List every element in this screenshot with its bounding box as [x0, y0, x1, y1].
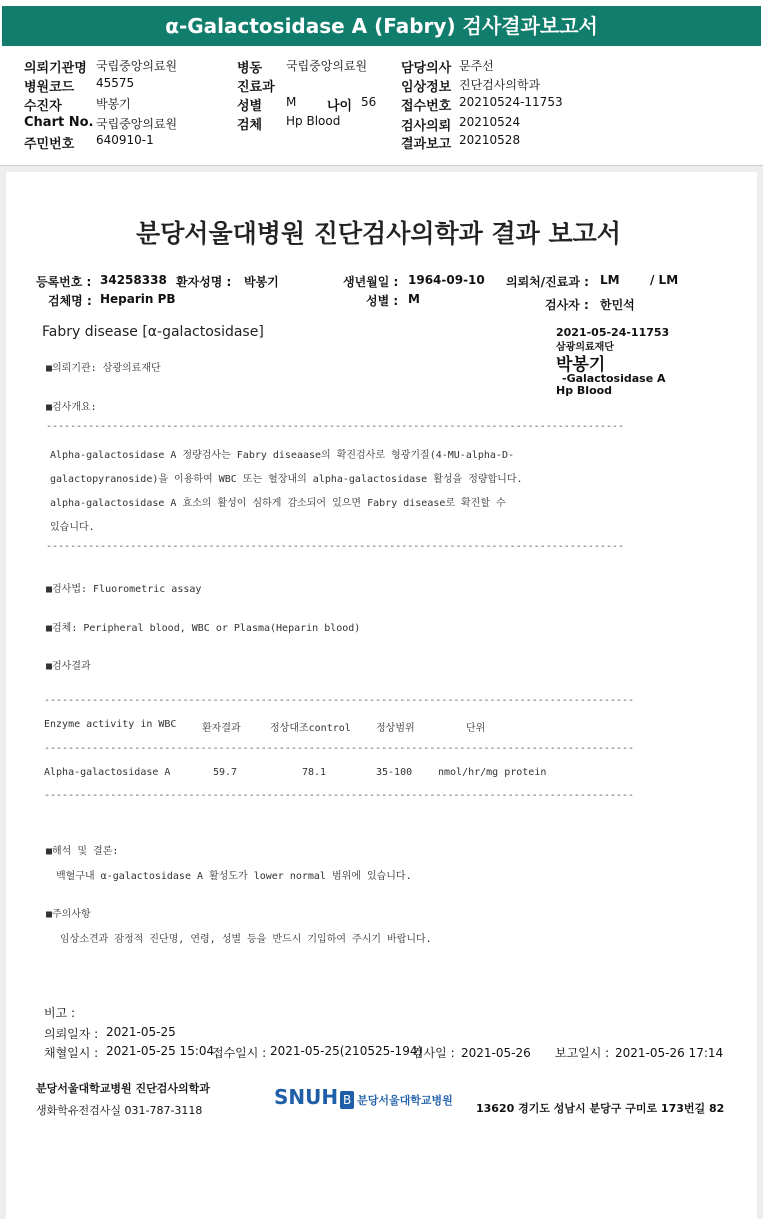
- hospital-logo: [274, 1085, 453, 1109]
- results-heading: ■검사결과: [46, 661, 91, 672]
- test-name: Fabry disease [α-galactosidase]: [42, 324, 264, 340]
- receive-label: 접수일시 :: [212, 1046, 267, 1060]
- report-date: 2021-05-26 17:14: [615, 1046, 724, 1060]
- footer-dept: 분당서울대학교병원 진단검사의학과: [36, 1082, 210, 1095]
- summary-value: 박봉기: [96, 97, 131, 111]
- table-header: Enzyme activity in WBC: [44, 719, 177, 730]
- summary-value: 20210528: [459, 133, 521, 147]
- table-cell: 59.7: [213, 767, 238, 778]
- report-date-label: 보고일시 :: [555, 1046, 610, 1060]
- summary-value: 진단검사의학과: [459, 78, 541, 92]
- dob: 1964-09-10: [408, 273, 485, 287]
- summary-value: 640910-1: [96, 133, 154, 147]
- stamp-line: 2021-05-24-11753: [556, 326, 670, 339]
- overview-heading: ■검사개요:: [46, 402, 97, 413]
- overview-line: galactopyranoside)을 이용하여 WBC 또는 혈장내의 alpha-galactosidase 활성을 정량합니다.: [50, 474, 523, 485]
- summary-label: 병동: [237, 61, 263, 76]
- summary-value: 20210524-11753: [459, 95, 563, 109]
- summary-label: 나이: [327, 99, 353, 114]
- overview-line: 있습니다.: [50, 522, 95, 533]
- summary-value: 문주선: [459, 59, 494, 73]
- summary-label: 검사의뢰: [401, 119, 452, 134]
- summary-label: 주민번호: [24, 137, 75, 152]
- summary-label: Chart No.: [24, 115, 94, 130]
- report-header-title: α-Galactosidase A (Fabry) 검사결과보고서: [2, 6, 761, 46]
- interpretation: 백혈구내 α-galactosidase A 활성도가 lower normal 범위에 있습니다.: [56, 871, 412, 882]
- method: ■검사법: Fluorometric assay: [46, 584, 202, 595]
- patient-label: 환자성명 :: [176, 275, 232, 289]
- patient-name: 박봉기: [244, 275, 279, 289]
- table-header: 정상대조control: [270, 723, 351, 734]
- test-date-label: 검사일 :: [412, 1046, 455, 1060]
- divider: --------------------------------------------------------------------------------------------------: [44, 743, 635, 754]
- tester-label: 검사자 :: [545, 298, 589, 312]
- stamp-line: 박봉기: [556, 355, 606, 375]
- collect-label: 채혈일시 :: [44, 1046, 99, 1060]
- table-cell: 35-100: [376, 767, 413, 778]
- sample: ■검체: Peripheral blood, WBC or Plasma(Heparin blood): [46, 623, 361, 634]
- tester: 한민석: [600, 298, 635, 312]
- summary-panel: [0, 50, 763, 166]
- logo-mark-icon: B: [340, 1091, 354, 1109]
- specimen: Heparin PB: [100, 292, 176, 306]
- divider: --------------------------------------------------------------------------------------------------: [44, 695, 635, 706]
- table-header: 단위: [466, 723, 486, 734]
- specimen-label: 검체명 :: [48, 294, 92, 308]
- institution: ■의뢰기관: 삼광의료재단: [46, 363, 161, 374]
- dept-2: / LM: [650, 273, 679, 287]
- summary-value: 국립중앙의료원: [96, 117, 178, 131]
- reg-no-label: 등록번호 :: [36, 275, 92, 289]
- summary-label: 임상정보: [401, 80, 452, 95]
- summary-value: 국립중앙의료원: [286, 59, 368, 73]
- overview-line: alpha-galactosidase A 효소의 활성이 심하게 감소되어 있으면 Fabry disease로 확진할 수: [50, 498, 506, 509]
- summary-value: 20210524: [459, 115, 521, 129]
- summary-label: 수진자: [24, 99, 62, 114]
- table-cell: Alpha-galactosidase A: [44, 767, 171, 778]
- summary-label: 성별: [237, 99, 263, 114]
- interpretation-heading: ■해석 및 결론:: [46, 846, 119, 857]
- summary-label: 병원코드: [24, 80, 75, 95]
- table-cell: 78.1: [302, 767, 327, 778]
- divider: ------------------------------------------------------------------------------------------------: [46, 541, 624, 552]
- summary-label: 의뢰기관명: [24, 61, 87, 76]
- dept-label: 의뢰처/진료과 :: [506, 275, 589, 289]
- dept-1: LM: [600, 273, 620, 287]
- table-header: 환자결과: [202, 723, 241, 734]
- summary-label: 결과보고: [401, 137, 452, 152]
- dob-label: 생년월일 :: [343, 275, 399, 289]
- request-date-label: 의뢰일자 :: [44, 1027, 99, 1041]
- header-band: [0, 0, 763, 50]
- summary-value: M: [286, 95, 297, 109]
- address: 13620 경기도 성남시 분당구 구미로 173번길 82: [476, 1102, 725, 1115]
- summary-value: Hp Blood: [286, 114, 341, 128]
- stamp-line: Hp Blood: [556, 384, 613, 397]
- summary-label: 접수번호: [401, 99, 452, 114]
- reg-no: 34258338: [100, 273, 167, 287]
- divider: ------------------------------------------------------------------------------------------------: [46, 421, 624, 432]
- summary-label: 담당의사: [401, 61, 452, 76]
- summary-label: 검체: [237, 118, 263, 133]
- stamp-line: -Galactosidase A: [562, 372, 666, 385]
- sex-label: 성별 :: [366, 294, 399, 308]
- stamp-line: 삼광의료재단: [556, 342, 614, 353]
- remarks-label: 비고 :: [44, 1006, 76, 1020]
- summary-value: 국립중앙의료원: [96, 59, 178, 73]
- caution: 임상소견과 잠정적 진단명, 연령, 성별 등을 반드시 기입하여 주시기 바랍니다.: [60, 934, 432, 945]
- request-date: 2021-05-25: [106, 1025, 176, 1039]
- overview-line: Alpha-galactosidase A 정량검사는 Fabry diseaase의 확진검사로 형광기질(4-MU-alpha-D-: [50, 450, 514, 461]
- scanned-report: [6, 172, 757, 1219]
- summary-label: 진료과: [237, 80, 275, 95]
- footer-lab: 생화학유전검사실 031-787-3118: [36, 1104, 203, 1117]
- collect-date: 2021-05-25 15:04: [106, 1044, 215, 1058]
- logo-kr: 분당서울대학교병원: [357, 1093, 453, 1107]
- test-date: 2021-05-26: [461, 1046, 531, 1060]
- divider: --------------------------------------------------------------------------------------------------: [44, 790, 635, 801]
- receive-date: 2021-05-25(210525-194): [270, 1044, 423, 1058]
- report-title: 분당서울대병원 진단검사의학과 결과 보고서: [136, 219, 621, 248]
- table-header: 정상범위: [376, 723, 415, 734]
- caution-heading: ■주의사항: [46, 909, 91, 920]
- summary-value: 56: [361, 95, 377, 109]
- sex: M: [408, 292, 420, 306]
- summary-value: 45575: [96, 76, 135, 90]
- table-cell: nmol/hr/mg protein: [438, 767, 547, 778]
- logo-text: SNUH: [274, 1085, 339, 1109]
